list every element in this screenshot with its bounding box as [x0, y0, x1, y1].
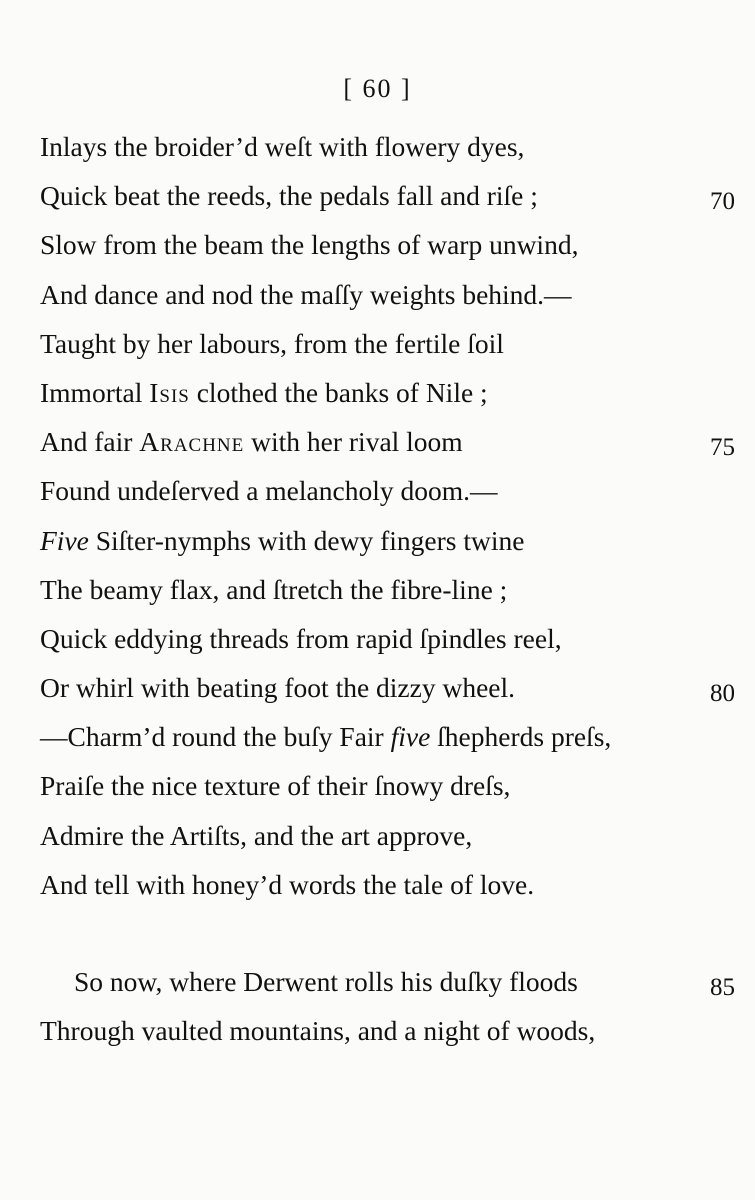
verse-line-text: So now, where Derwent rolls his duſky floods: [74, 966, 578, 997]
verse-line: [40, 417, 735, 466]
text-run: And fair: [40, 426, 140, 458]
verse-line-text: Praiſe the nice texture of their ſnowy dreſs,: [40, 770, 511, 802]
verse-line-text: Quick eddying threads from rapid ſpindles reel,: [40, 622, 562, 654]
verse-line: [40, 122, 720, 171]
small-caps-name: Isis: [149, 376, 190, 408]
verse-line: [40, 319, 720, 368]
verse-line: [40, 712, 720, 761]
verse-line: [40, 516, 720, 565]
line-number: 80: [710, 680, 735, 708]
verse-line-text: The beamy flax, and ſtretch the fibre-line ;: [40, 573, 508, 605]
text-run: ſhepherds preſs,: [430, 721, 612, 753]
verse-line-text: Slow from the beam the lengths of warp unwind,: [40, 229, 579, 261]
verse-line-text: [40, 525, 524, 556]
verse-line-text: [40, 377, 488, 408]
verse-line: [40, 957, 735, 1006]
verse-line-text: Taught by her labours, from the fertile ſoil: [40, 327, 504, 359]
verse-line: [40, 466, 720, 515]
verse-line-text: Or whirl with beating foot the dizzy wheel.: [40, 672, 516, 704]
verse-line: [40, 220, 720, 269]
verse-line-text: And tell with honey’d words the tale of love.: [40, 868, 535, 900]
text-run: clothed the banks of Nile ;: [189, 376, 488, 408]
text-run: Immortal: [40, 376, 150, 408]
verse-line: [40, 860, 720, 909]
verse-block: [40, 122, 735, 1055]
verse-line-text: Admire the Artiſts, and the art approve,: [40, 819, 473, 851]
verse-line: [40, 1006, 720, 1055]
italic-word: five: [390, 721, 431, 753]
verse-line: [40, 811, 720, 860]
line-number: 75: [710, 434, 735, 462]
page-number: [ 60 ]: [343, 74, 412, 103]
verse-line: [40, 663, 735, 712]
verse-line-text: Found undeſerved a melancholy doom.—: [40, 475, 498, 507]
verse-line-text: Inlays the broider’d weſt with flowery dyes,: [40, 131, 525, 162]
text-run: Siſter-nymphs with dewy fingers twine: [88, 524, 525, 556]
verse-line: [40, 761, 720, 810]
verse-line-text: Quick beat the reeds, the pedals fall and riſe ;: [40, 180, 538, 212]
verse-line-text: [40, 721, 611, 752]
verse-line: [40, 565, 720, 614]
small-caps-name: Arachne: [139, 426, 245, 458]
text-run: with her rival loom: [244, 426, 463, 458]
verse-line: [40, 614, 720, 663]
text-run: —Charm’d round the buſy Fair: [40, 721, 391, 753]
verse-line-text: [40, 426, 463, 457]
verse-line: [40, 171, 735, 220]
verse-line-text: Through vaulted mountains, and a night of woods,: [40, 1015, 596, 1047]
verse-line: [40, 368, 720, 417]
line-number: 85: [710, 974, 735, 1001]
verse-line-text: And dance and nod the maſſy weights behind.—: [40, 278, 572, 310]
verse-line: [40, 270, 720, 319]
italic-word: Five: [40, 524, 89, 556]
line-number: 70: [710, 188, 735, 216]
